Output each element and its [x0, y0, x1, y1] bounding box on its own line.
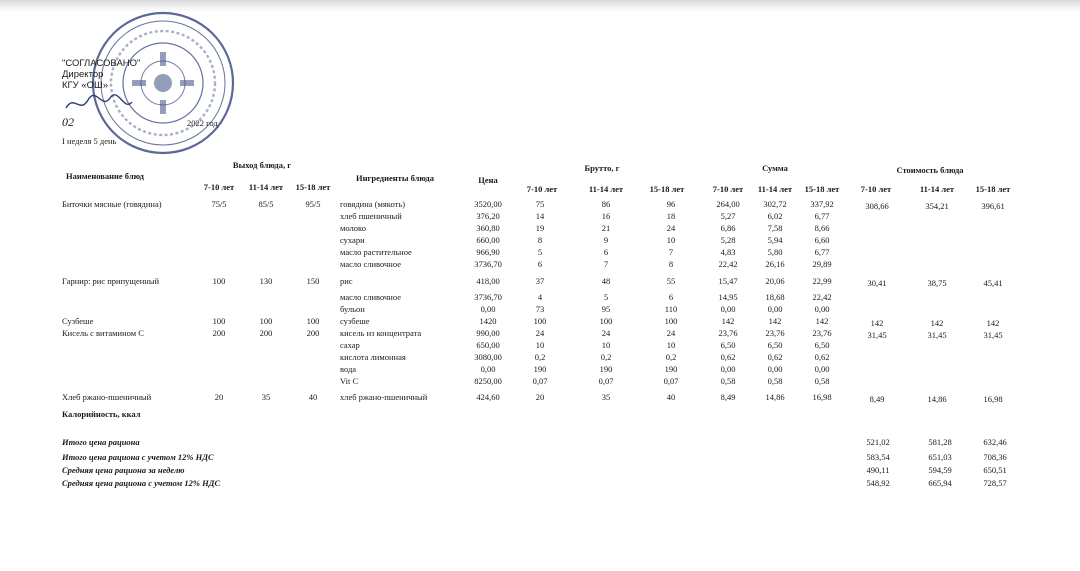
output-value: 100 — [306, 316, 320, 326]
header-cost-age2: 11-14 лет — [919, 184, 955, 194]
brutto-value: 190 — [599, 364, 613, 374]
dish-cost-value: 308,66 — [865, 201, 889, 211]
header-output-age2: 11-14 лет — [248, 182, 284, 192]
brutto-value: 110 — [664, 304, 678, 314]
approval-year: 2022 год — [187, 118, 218, 128]
brutto-value: 18 — [666, 211, 676, 221]
output-value: 130 — [259, 276, 273, 286]
brutto-value: 24 — [601, 328, 611, 338]
price-value: 966,90 — [476, 247, 500, 257]
brutto-value: 190 — [533, 364, 547, 374]
price-value: 660,00 — [476, 235, 500, 245]
total-value: 650,51 — [983, 465, 1007, 475]
total-value: 708,36 — [983, 452, 1007, 462]
total-label: Средняя цена рациона с учетом 12% НДС — [62, 478, 221, 488]
brutto-value: 0,2 — [665, 352, 677, 362]
output-value: 100 — [259, 316, 273, 326]
dish-cost-value: 396,61 — [981, 201, 1005, 211]
brutto-value: 24 — [535, 328, 545, 338]
sum-value: 6,50 — [767, 340, 783, 350]
output-value: 75/5 — [211, 199, 227, 209]
header-output-age3: 15-18 лет — [295, 182, 331, 192]
header-brutto: Брутто, г — [584, 163, 620, 173]
ingredient-name: говядина (мякоть) — [340, 199, 406, 209]
dish-cost-value: 45,41 — [983, 278, 1003, 288]
sum-value: 5,80 — [767, 247, 783, 257]
brutto-value: 24 — [666, 223, 676, 233]
approval-date — [62, 115, 218, 130]
brutto-value: 10 — [535, 340, 545, 350]
ingredient-name: рис — [340, 276, 353, 286]
brutto-value: 6 — [668, 292, 674, 302]
dish-cost-value: 354,21 — [925, 201, 949, 211]
dish-cost-value: 31,45 — [927, 330, 947, 340]
dish-cost-value: 30,41 — [867, 278, 887, 288]
dish-cost-value: 8,49 — [869, 394, 885, 404]
brutto-value: 96 — [666, 199, 676, 209]
sum-value: 5,94 — [767, 235, 783, 245]
brutto-value: 37 — [535, 276, 545, 286]
dish-cost-value: 38,75 — [927, 278, 947, 288]
total-value: 521,02 — [866, 437, 890, 447]
header-ingredients: Ингредиенты блюда — [356, 173, 434, 183]
sum-value: 264,00 — [716, 199, 740, 209]
header-output: Выход блюда, г — [232, 160, 292, 170]
sum-value: 302,72 — [763, 199, 787, 209]
total-value: 665,94 — [928, 478, 952, 488]
brutto-value: 10 — [666, 235, 676, 245]
sum-value: 14,95 — [718, 292, 738, 302]
dish-cost-value: 14,86 — [927, 394, 947, 404]
sum-value: 14,86 — [765, 392, 785, 402]
week-day-label: I неделя 5 день — [62, 136, 117, 146]
price-value: 3520,00 — [474, 199, 502, 209]
brutto-value: 19 — [535, 223, 545, 233]
brutto-value: 100 — [599, 316, 613, 326]
ingredient-name: масло сливочное — [340, 292, 401, 302]
brutto-value: 86 — [601, 199, 611, 209]
header-brutto-age1: 7-10 лет — [526, 184, 558, 194]
approval-block — [62, 58, 140, 91]
sum-value: 0,00 — [767, 364, 783, 374]
brutto-value: 20 — [535, 392, 545, 402]
calorie-label: Калорийность, ккал — [62, 409, 141, 419]
output-value: 85/5 — [258, 199, 274, 209]
header-sum-age3: 15-18 лет — [804, 184, 840, 194]
output-value: 35 — [261, 392, 271, 402]
approval-org: КГУ «ОШ» — [62, 80, 109, 91]
total-label: Средняя цена рациона за неделю — [62, 465, 185, 475]
price-value: 8250,00 — [474, 376, 502, 386]
sum-value: 142 — [815, 316, 829, 326]
ingredient-name: сузбеше — [340, 316, 370, 326]
output-value: 40 — [308, 392, 318, 402]
ingredient-name: сухари — [340, 235, 365, 245]
sum-value: 0,62 — [814, 352, 830, 362]
sum-value: 0,58 — [767, 376, 783, 386]
output-value: 150 — [306, 276, 320, 286]
total-value: 632,46 — [983, 437, 1007, 447]
sum-value: 7,58 — [767, 223, 783, 233]
output-value: 100 — [212, 276, 226, 286]
dish-name: Сузбеше — [62, 316, 94, 326]
sum-value: 22,42 — [812, 292, 832, 302]
ingredient-name: вода — [340, 364, 357, 374]
output-value: 20 — [214, 392, 224, 402]
price-value: 424,60 — [476, 392, 500, 402]
handwritten-signature — [64, 92, 134, 114]
brutto-value: 14 — [535, 211, 545, 221]
brutto-value: 16 — [601, 211, 611, 221]
brutto-value: 190 — [664, 364, 678, 374]
total-value: 490,11 — [866, 465, 890, 475]
dish-cost-value: 142 — [870, 318, 884, 328]
price-value: 650,00 — [476, 340, 500, 350]
sum-value: 337,92 — [810, 199, 834, 209]
brutto-value: 100 — [533, 316, 547, 326]
brutto-value: 8 — [668, 259, 674, 269]
sum-value: 0,00 — [767, 304, 783, 314]
ingredient-name: молоко — [340, 223, 366, 233]
header-sum-age1: 7-10 лет — [712, 184, 744, 194]
header-cost-age1: 7-10 лет — [860, 184, 892, 194]
header-cost-age3: 15-18 лет — [975, 184, 1011, 194]
output-value: 100 — [212, 316, 226, 326]
sum-value: 0,58 — [814, 376, 830, 386]
brutto-value: 0,07 — [532, 376, 548, 386]
header-sum-age2: 11-14 лет — [757, 184, 793, 194]
ingredient-name: масло растительное — [340, 247, 412, 257]
sum-value: 15,47 — [718, 276, 738, 286]
approval-title: "СОГЛАСОВАНО" — [62, 58, 141, 69]
total-value: 594,59 — [928, 465, 952, 475]
sum-value: 18,68 — [765, 292, 785, 302]
total-value: 728,57 — [983, 478, 1007, 488]
header-cost: Стоимость блюда — [896, 165, 964, 175]
sum-value: 0,00 — [720, 304, 736, 314]
brutto-value: 8 — [537, 235, 543, 245]
sum-value: 0,62 — [720, 352, 736, 362]
approval-date-day: 02 — [62, 115, 74, 129]
sum-value: 6,77 — [814, 211, 830, 221]
brutto-value: 5 — [537, 247, 543, 257]
dish-cost-value: 31,45 — [983, 330, 1003, 340]
total-value: 651,03 — [928, 452, 952, 462]
dish-cost-value: 31,45 — [867, 330, 887, 340]
brutto-value: 95 — [601, 304, 611, 314]
header-price: Цена — [478, 175, 498, 185]
total-label: Итого цена рациона — [62, 437, 140, 447]
sum-value: 142 — [721, 316, 735, 326]
sum-value: 16,98 — [812, 392, 832, 402]
price-value: 3736,70 — [474, 292, 502, 302]
sum-value: 22,99 — [812, 276, 832, 286]
brutto-value: 55 — [666, 276, 676, 286]
dish-name: Хлеб ржано-пшеничный — [62, 392, 152, 402]
price-value: 3736,70 — [474, 259, 502, 269]
dish-cost-value: 142 — [986, 318, 1000, 328]
brutto-value: 7 — [668, 247, 674, 257]
sum-value: 23,76 — [765, 328, 785, 338]
brutto-value: 5 — [603, 292, 609, 302]
price-value: 0,00 — [480, 304, 496, 314]
brutto-value: 48 — [601, 276, 611, 286]
brutto-value: 4 — [537, 292, 543, 302]
price-value: 360,80 — [476, 223, 500, 233]
ingredient-name: кисель из концентрата — [340, 328, 422, 338]
sum-value: 0,00 — [720, 364, 736, 374]
output-value: 200 — [306, 328, 320, 338]
dish-cost-value: 142 — [930, 318, 944, 328]
header-dish-name: Наименование блюд — [66, 171, 144, 181]
sum-value: 23,76 — [718, 328, 738, 338]
total-value: 581,28 — [928, 437, 952, 447]
brutto-value: 24 — [666, 328, 676, 338]
brutto-value: 75 — [535, 199, 545, 209]
dish-name: Гарнир: рис припущенный — [62, 276, 160, 286]
brutto-value: 73 — [535, 304, 545, 314]
sum-value: 6,86 — [720, 223, 736, 233]
brutto-value: 9 — [603, 235, 609, 245]
dish-cost-value: 16,98 — [983, 394, 1003, 404]
ingredient-name: кислота лимонная — [340, 352, 406, 362]
total-label: Итого цена рациона с учетом 12% НДС — [62, 452, 214, 462]
brutto-value: 6 — [603, 247, 609, 257]
sum-value: 0,58 — [720, 376, 736, 386]
ingredient-name: Vit C — [340, 376, 359, 386]
total-value: 548,92 — [866, 478, 890, 488]
sum-value: 22,42 — [718, 259, 738, 269]
price-value: 990,00 — [476, 328, 500, 338]
sum-value: 6,02 — [767, 211, 783, 221]
sum-value: 142 — [768, 316, 782, 326]
price-value: 1420 — [479, 316, 497, 326]
sum-value: 0,00 — [814, 364, 830, 374]
dish-name: Кисель с витамином С — [62, 328, 144, 338]
sum-value: 4,83 — [720, 247, 736, 257]
ingredient-name: сахар — [340, 340, 360, 350]
sum-value: 6,60 — [814, 235, 830, 245]
output-value: 95/5 — [305, 199, 321, 209]
sum-value: 8,66 — [814, 223, 830, 233]
price-value: 0,00 — [480, 364, 496, 374]
sum-value: 8,49 — [720, 392, 736, 402]
sum-value: 20,06 — [765, 276, 785, 286]
ingredient-name: масло сливочное — [340, 259, 401, 269]
brutto-value: 0,07 — [598, 376, 614, 386]
sum-value: 26,16 — [765, 259, 785, 269]
header-sum: Сумма — [762, 163, 788, 173]
header-brutto-age3: 15-18 лет — [649, 184, 685, 194]
ingredient-name: хлеб пшеничный — [340, 211, 402, 221]
price-value: 3080,00 — [474, 352, 502, 362]
header-brutto-age2: 11-14 лет — [588, 184, 624, 194]
price-value: 376,20 — [476, 211, 500, 221]
ingredient-name: хлеб ржано-пшеничный — [340, 392, 428, 402]
sum-value: 5,27 — [720, 211, 736, 221]
brutto-value: 0,2 — [600, 352, 612, 362]
price-value: 418,00 — [476, 276, 500, 286]
brutto-value: 40 — [666, 392, 676, 402]
sum-value: 0,00 — [814, 304, 830, 314]
brutto-value: 10 — [666, 340, 676, 350]
brutto-value: 100 — [664, 316, 678, 326]
sum-value: 5,28 — [720, 235, 736, 245]
header-output-age1: 7-10 лет — [203, 182, 235, 192]
dish-name: Биточки мясные (говядина) — [62, 199, 162, 209]
brutto-value: 0,07 — [663, 376, 679, 386]
brutto-value: 10 — [601, 340, 611, 350]
brutto-value: 21 — [601, 223, 611, 233]
brutto-value: 0,2 — [534, 352, 546, 362]
brutto-value: 35 — [601, 392, 611, 402]
ingredient-name: бульон — [340, 304, 365, 314]
brutto-value: 6 — [537, 259, 543, 269]
sum-value: 29,89 — [812, 259, 832, 269]
approval-position: Директор — [62, 69, 104, 80]
sum-value: 0,62 — [767, 352, 783, 362]
total-value: 583,54 — [866, 452, 890, 462]
sum-value: 23,76 — [812, 328, 832, 338]
sum-value: 6,77 — [814, 247, 830, 257]
sum-value: 6,50 — [814, 340, 830, 350]
output-value: 200 — [212, 328, 226, 338]
brutto-value: 7 — [603, 259, 609, 269]
output-value: 200 — [259, 328, 273, 338]
sum-value: 6,50 — [720, 340, 736, 350]
